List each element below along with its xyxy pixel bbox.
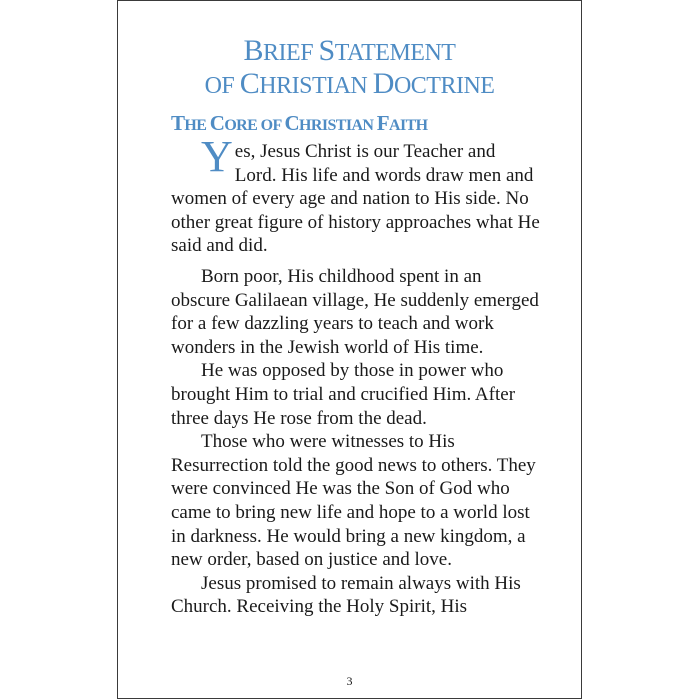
paragraph-1-text: es, Jesus Christ is our Teacher and Lord. His life and words draw men and women of every age and nation to His side. No other great figure of history approaches what He said and did. — [171, 141, 540, 257]
title-line-2: OF CHRISTIAN DOCTRINE — [204, 67, 495, 100]
title-line-1: BRIEF STATEMENT — [243, 34, 456, 67]
page-number: 3 — [346, 674, 353, 688]
paragraph-1 — [171, 132, 541, 258]
paragraph-2: Born poor, His childhood spent in an obscure Galilaean village, He suddenly emerged for a few dazzling years to teach and work wonders in the Jewish world of His time. — [171, 265, 539, 358]
section-heading: THE CORE OF CHRISTIAN FAITH — [171, 111, 428, 135]
drop-cap: Y — [201, 132, 233, 181]
document-page — [117, 0, 582, 699]
body-text — [171, 132, 541, 619]
paragraph-5: Jesus promised to remain always with His Church. Receiving the Holy Spirit, His — [171, 572, 521, 618]
paragraph-4: Those who were witnesses to His Resurrection told the good news to others. They were convinced He was the Son of God who came to bring new life and hope to a world lost in darkness. He would bring a new kingdom, a new order, based on justice and love. — [171, 431, 536, 571]
paragraph-3: He was opposed by those in power who brought Him to trial and crucified Him. After three days He rose from the dead. — [171, 360, 516, 429]
